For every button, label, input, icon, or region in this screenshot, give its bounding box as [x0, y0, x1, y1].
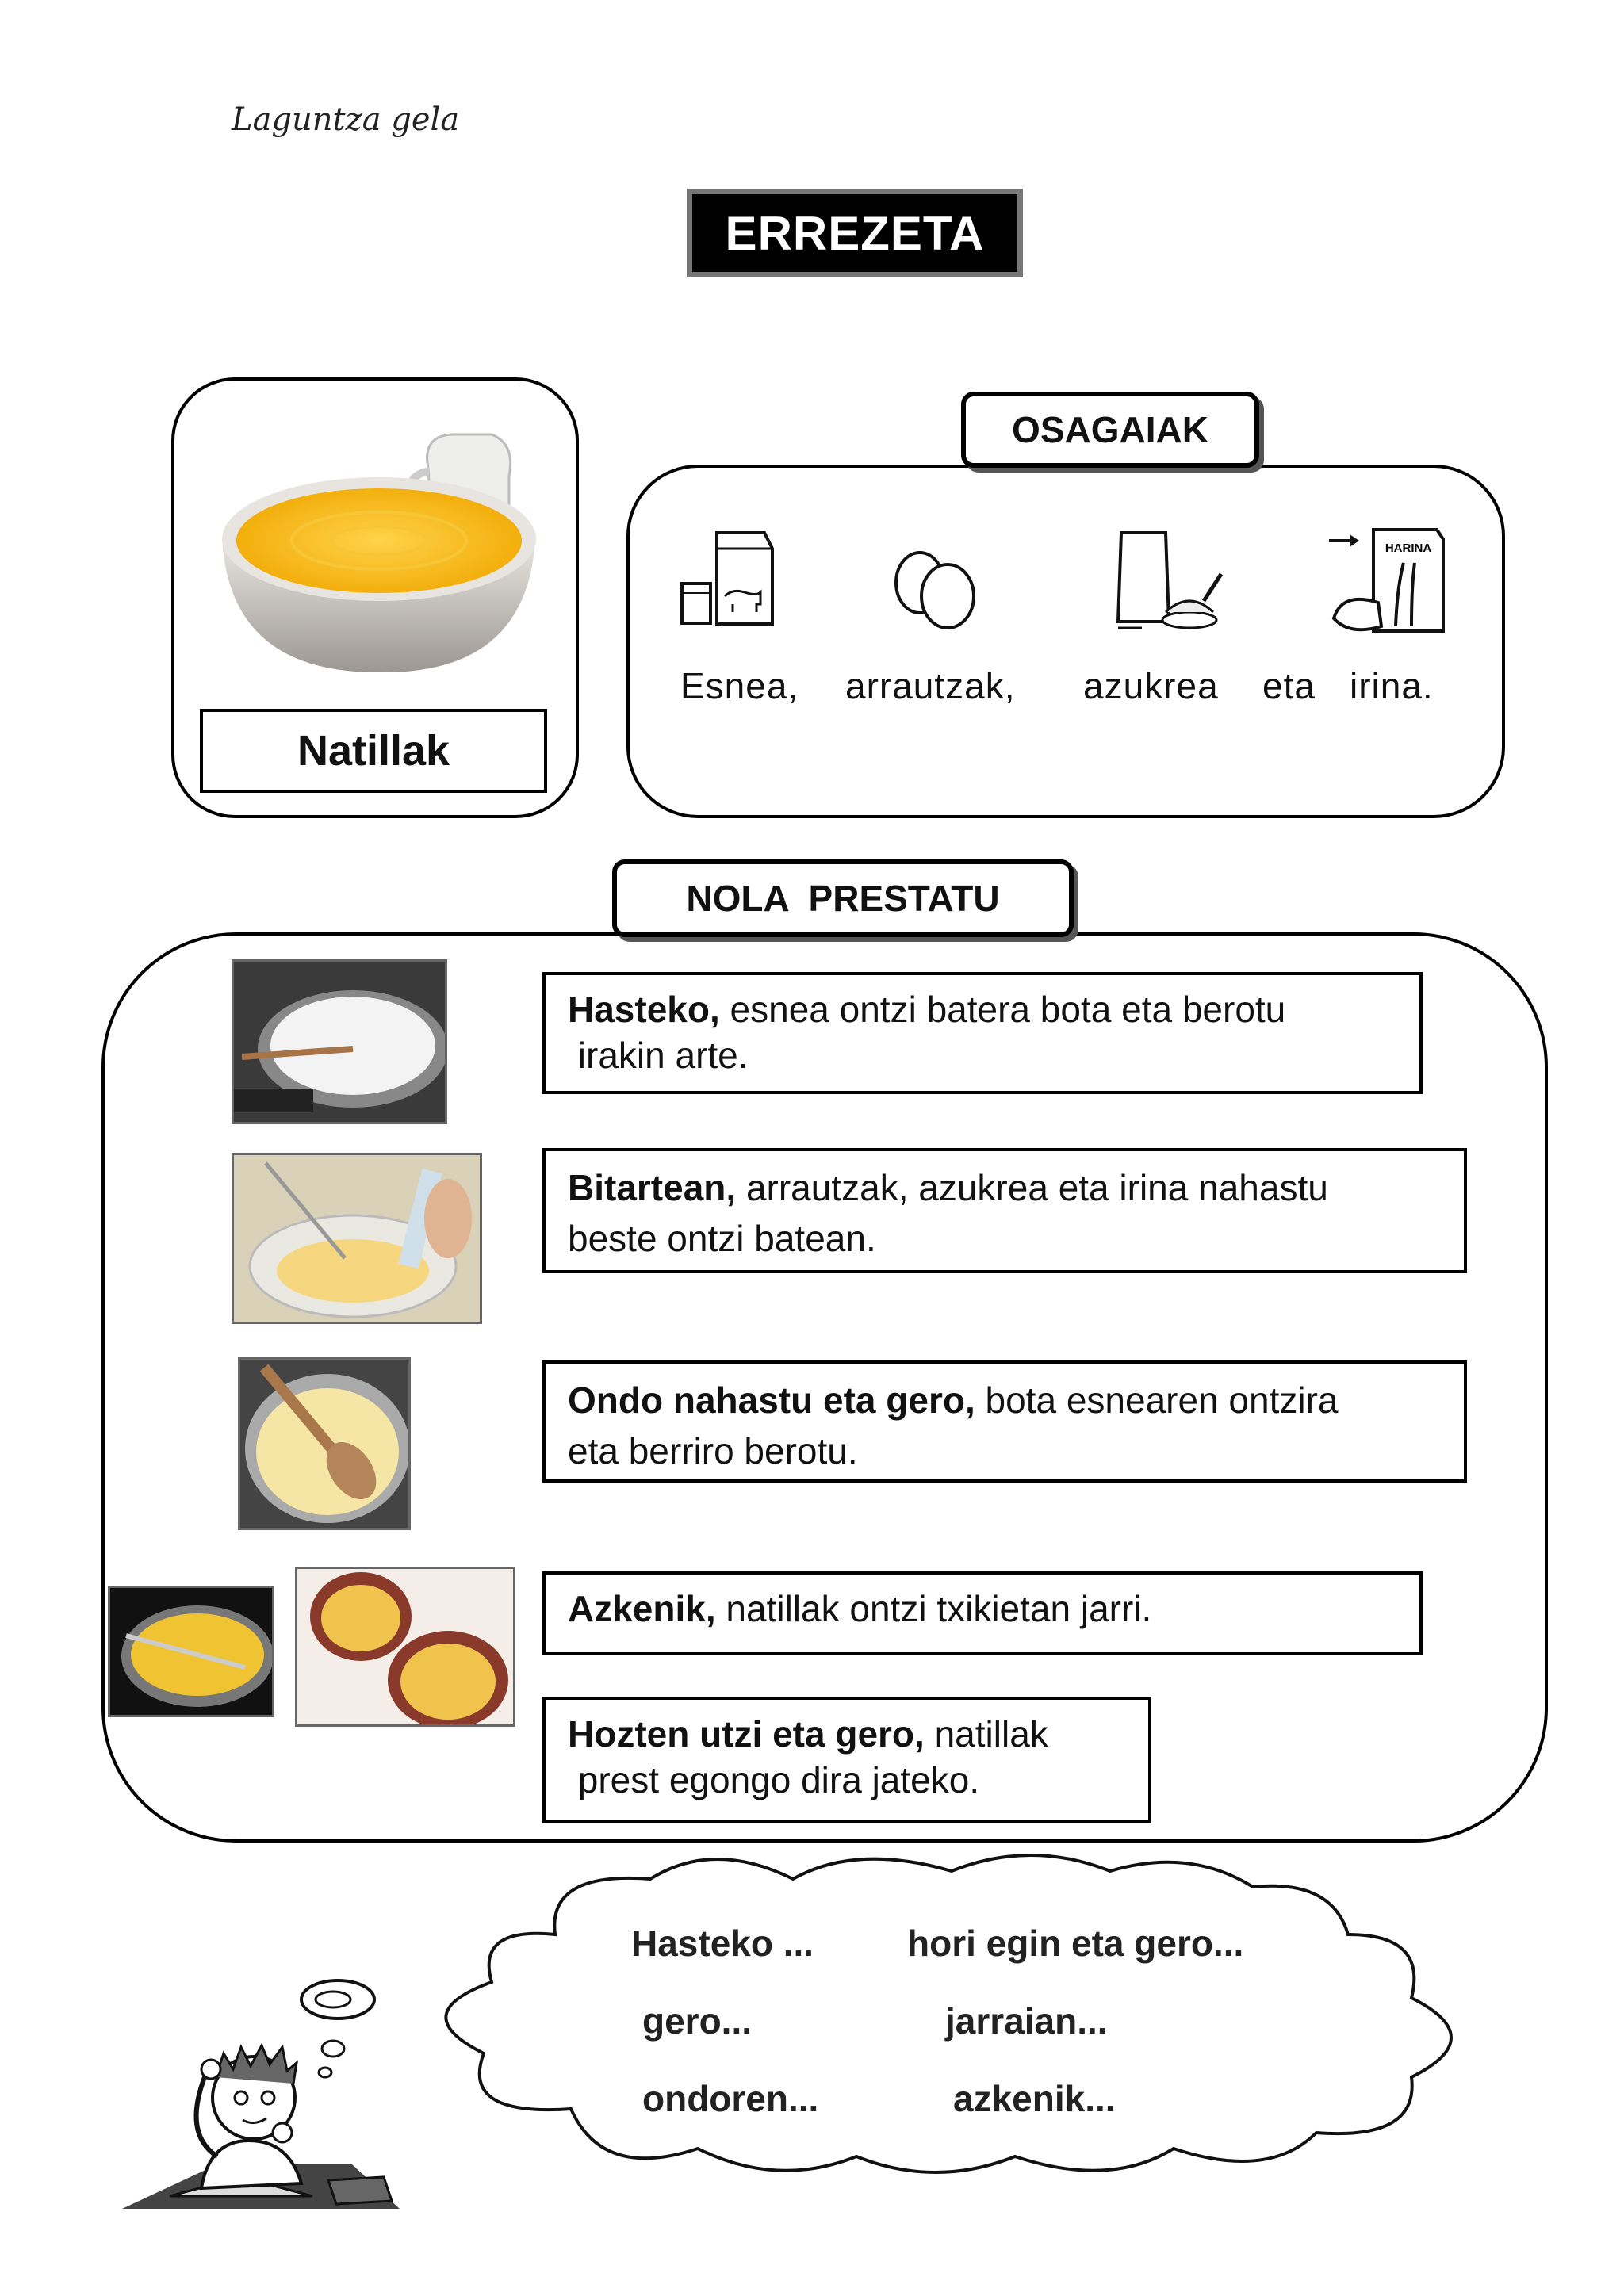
step-photo-cups — [295, 1567, 515, 1727]
ingredients-heading: OSAGAIAK — [961, 392, 1259, 468]
step-2 — [542, 1148, 1467, 1273]
step-5 — [542, 1697, 1151, 1823]
connector-word-3: gero... — [642, 2000, 753, 2042]
ingredients-card — [626, 465, 1505, 818]
flour-bag-text: HARINA — [1385, 541, 1432, 555]
ingredient-label-3: eta — [1262, 665, 1316, 706]
step-3 — [542, 1360, 1467, 1483]
step-4-lead: Azkenik, — [568, 1588, 716, 1629]
recipe-card — [171, 377, 579, 818]
connector-word-4: jarraian... — [945, 2000, 1108, 2042]
thought-cloud — [285, 1847, 1507, 2196]
step-photo-pot — [108, 1586, 274, 1717]
ingredient-label-0: Esnea, — [680, 665, 799, 706]
step-1-text: esnea ontzi batera bota eta berotu irakin arte. — [577, 989, 1286, 1076]
eggs-icon — [888, 547, 983, 634]
step-4 — [542, 1571, 1423, 1655]
connector-word-6: azkenik... — [953, 2078, 1116, 2119]
step-4-text: natillak ontzi txikietan jarri. — [715, 1588, 1152, 1629]
step-5-lead: Hozten utzi eta gero, — [568, 1713, 925, 1755]
recipe-name: Natillak — [200, 709, 547, 793]
custard-bowl-image — [214, 420, 547, 682]
step-1-lead: Hasteko, — [568, 989, 720, 1030]
connector-word-1: Hasteko ... — [631, 1923, 814, 1964]
steps-heading: NOLA PRESTATU — [612, 859, 1074, 937]
thinking-boy-illustration — [114, 2022, 416, 2220]
step-3-lead: Ondo nahastu eta gero, — [568, 1380, 975, 1421]
ingredient-label-1: arrautzak, — [845, 665, 1016, 706]
step-photo-stirring — [238, 1357, 411, 1530]
step-2-lead: Bitartean, — [568, 1167, 737, 1208]
step-3-text: bota esnearen ontzira eta berriro berotu. — [568, 1380, 1339, 1471]
step-photo-boiling-milk — [232, 959, 447, 1124]
step-1 — [542, 972, 1423, 1094]
flour-bag-icon — [1326, 523, 1453, 641]
connector-word-2: hori egin eta gero... — [907, 1923, 1244, 1964]
sugar-bag-icon — [1110, 526, 1229, 637]
connector-word-5: ondoren... — [642, 2078, 819, 2119]
step-5-text: natillak prest egongo dira jateko. — [577, 1713, 1048, 1800]
step-2-text: arrautzak, azukrea eta irina nahastu beste ontzi batean. — [568, 1167, 1328, 1259]
milk-carton-icon — [677, 525, 780, 636]
ingredient-label-2: azukrea — [1083, 665, 1219, 706]
header-note: Laguntza gela — [232, 101, 460, 138]
page-title: ERREZETA — [687, 189, 1023, 277]
step-photo-whisking — [232, 1153, 482, 1324]
ingredient-label-4: irina. — [1350, 665, 1434, 706]
